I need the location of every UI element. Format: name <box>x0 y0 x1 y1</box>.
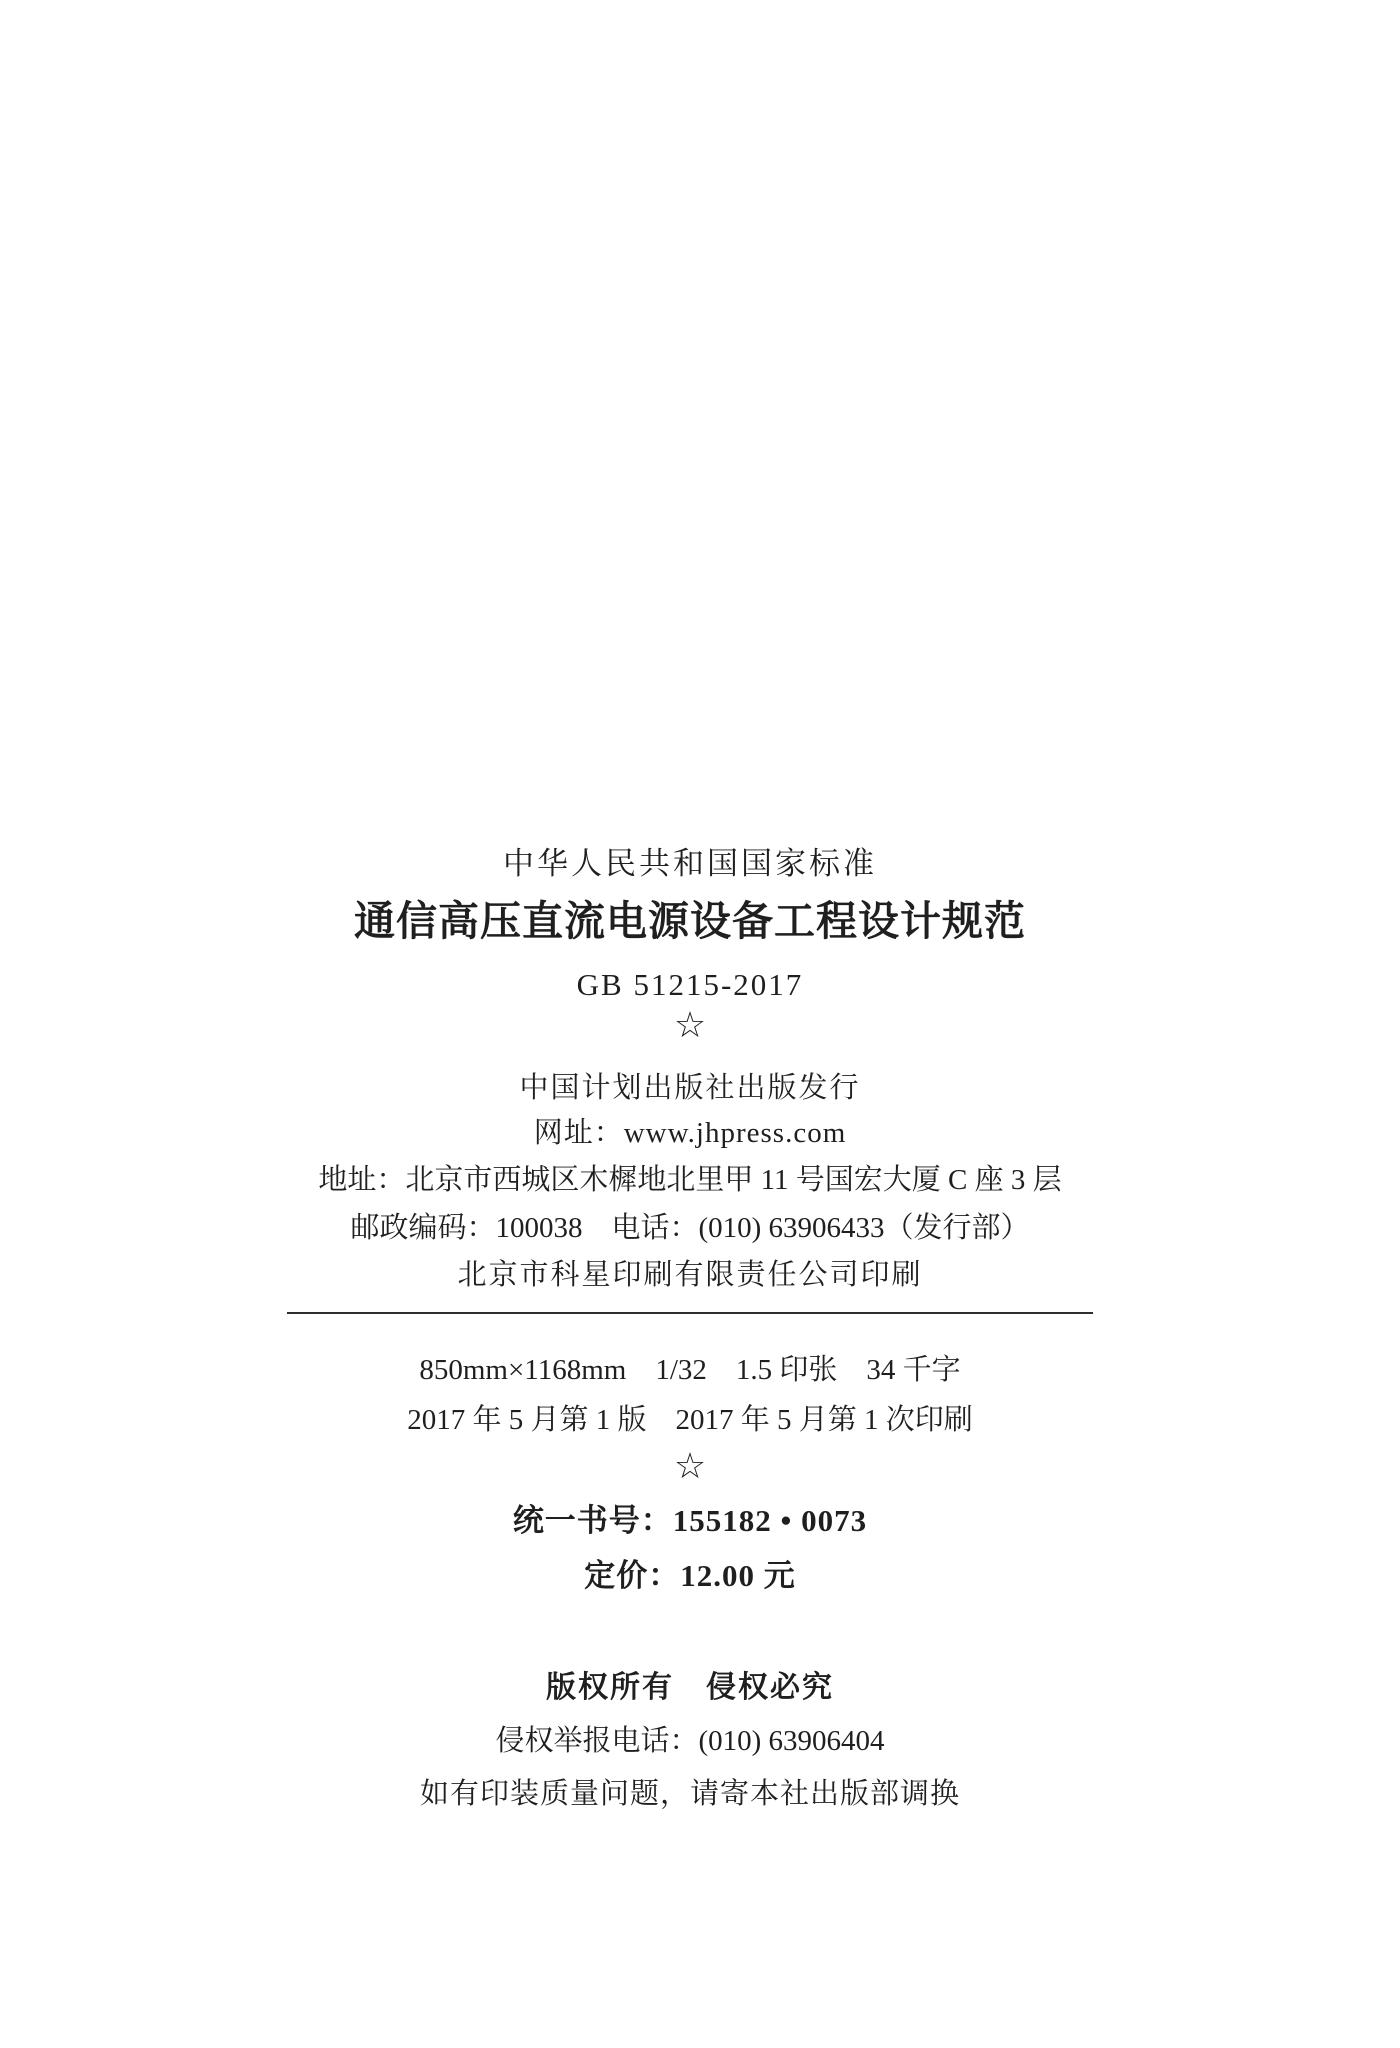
standard-code: GB 51215-2017 <box>576 967 804 1002</box>
website-line: 网址：www.jhpress.com <box>533 1117 847 1149</box>
star-icon: ☆ <box>673 1446 707 1486</box>
copyright-notice: 版权所有 侵权必究 <box>546 1671 834 1704</box>
publisher-line: 中国计划出版社出版发行 <box>519 1072 861 1104</box>
price-line: 定价：12.00 元 <box>584 1558 796 1593</box>
quality-note-line: 如有印装质量问题，请寄本社出版部调换 <box>419 1778 960 1810</box>
standard-designation: 中华人民共和国国家标准 <box>503 846 877 881</box>
address-line: 地址：北京市西城区木樨地北里甲 11 号国宏大厦 C 座 3 层 <box>318 1164 1062 1196</box>
book-number-line: 统一书号：155182 • 0073 <box>512 1503 868 1538</box>
report-phone-line: 侵权举报电话：(010) 63906404 <box>495 1725 885 1757</box>
postal-phone-line: 邮政编码：100038 电话：(010) 63906433（发行部） <box>350 1212 1030 1244</box>
book-title: 通信高压直流电源设备工程设计规范 <box>354 898 1026 944</box>
format-line: 850mm×1168mm 1/32 1.5 印张 34 千字 <box>419 1354 961 1386</box>
printer-line: 北京市科星印刷有限责任公司印刷 <box>457 1259 923 1291</box>
star-icon: ☆ <box>673 1005 707 1045</box>
divider-rule <box>287 1312 1093 1314</box>
edition-line: 2017 年 5 月第 1 版 2017 年 5 月第 1 次印刷 <box>407 1404 973 1436</box>
